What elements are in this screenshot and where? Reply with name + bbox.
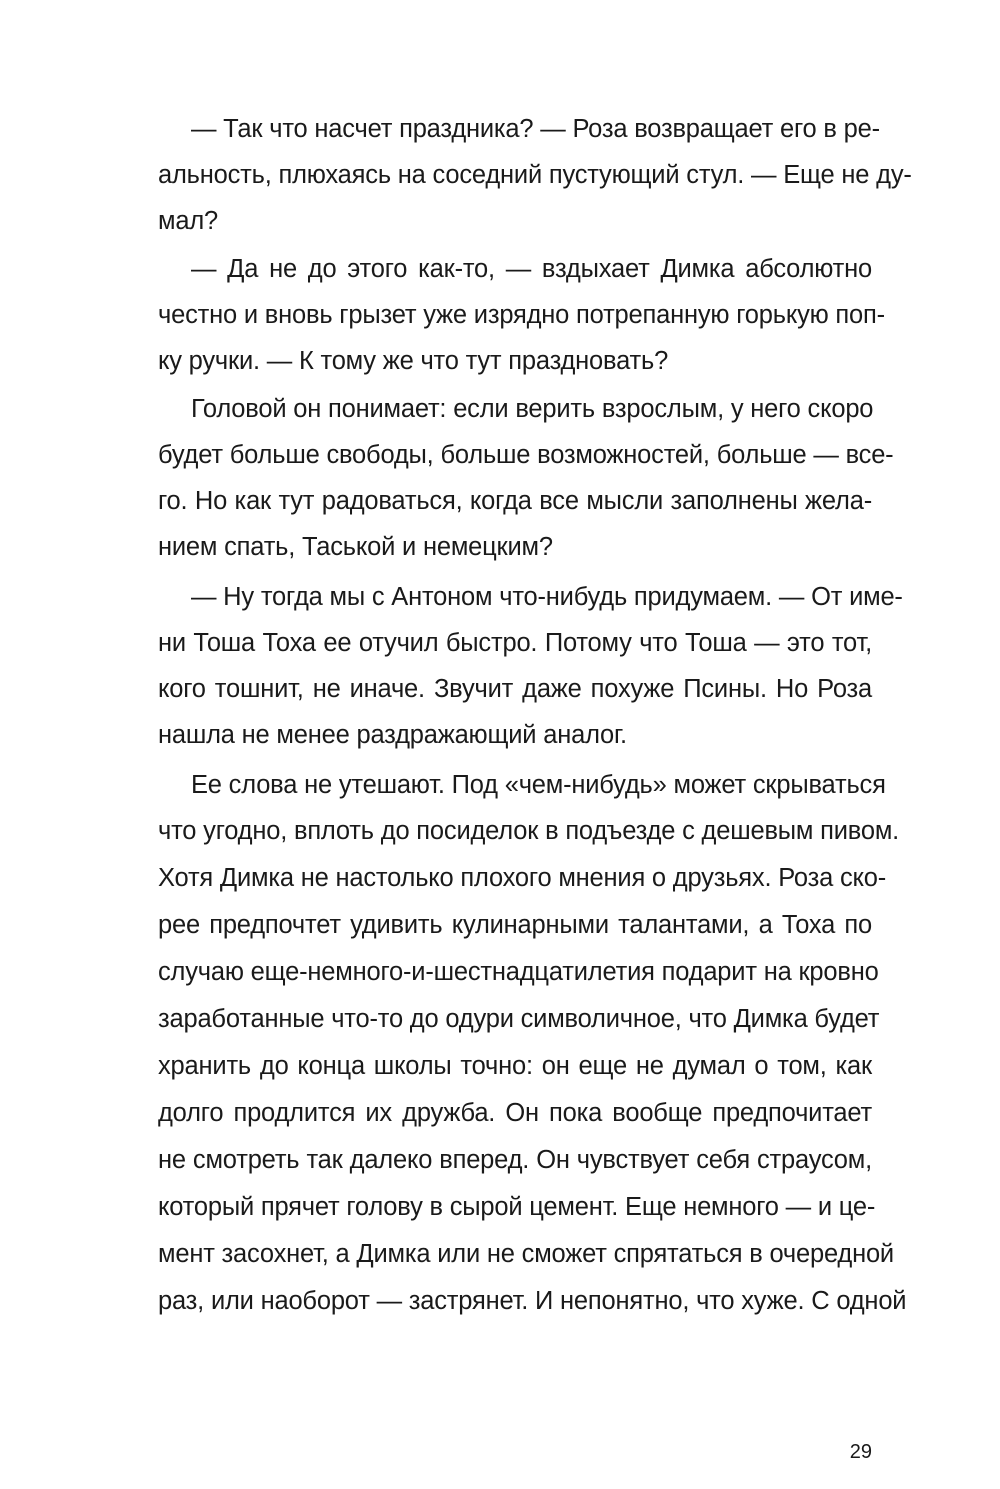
text-line: нашла не менее раздражающий аналог. [158, 721, 627, 749]
text-line: честно и вновь грызет уже изрядно потрепанную горькую поп- [158, 301, 885, 329]
text-line: го. Но как тут радоваться, когда все мысли заполнены жела- [158, 487, 872, 515]
text-line: хранить до конца школы точно: он еще не думал о том, как [158, 1052, 872, 1080]
text-line: — Да не до этого как-то, — вздыхает Димка абсолютно [191, 255, 872, 283]
text-line: Хотя Димка не настолько плохого мнения о друзьях. Роза ско- [158, 864, 887, 892]
text-line: случаю еще-немного-и-шестнадцатилетия подарит на кровно [158, 958, 879, 986]
text-line: мал? [158, 207, 218, 235]
text-line: кого тошнит, не иначе. Звучит даже похуже Псины. Но Роза [158, 675, 872, 703]
text-line: который прячет голову в сырой цемент. Еще немного — и це- [158, 1193, 876, 1221]
text-line: нием спать, Таськой и немецким? [158, 533, 553, 561]
text-line: долго продлится их дружба. Он пока вообще предпочитает [158, 1099, 872, 1127]
text-line: рее предпочтет удивить кулинарными талантами, а Тоха по [158, 911, 872, 939]
text-line: ку ручки. — К тому же что тут праздновать? [158, 347, 669, 375]
text-line: Ее слова не утешают. Под «чем-нибудь» может скрываться [191, 771, 886, 799]
text-line: раз, или наоборот — застрянет. И непонятно, что хуже. С одной [158, 1287, 907, 1315]
text-line: не смотреть так далеко вперед. Он чувствует себя страусом, [158, 1146, 872, 1174]
text-line: альность, плюхаясь на соседний пустующий стул. — Еще не ду- [158, 161, 912, 189]
text-line: что угодно, вплоть до посиделок в подъезде с дешевым пивом. [158, 817, 900, 845]
text-line: ни Тоша Тоха ее отучил быстро. Потому что Тоша — это тот, [158, 629, 872, 657]
text-line: будет больше свободы, больше возможностей, больше — все- [158, 441, 894, 469]
text-line: Головой он понимает: если верить взрослым, у него скоро [191, 395, 874, 423]
text-line: заработанные что-то до одури символичное, что Димка будет [158, 1005, 880, 1033]
text-line: мент засохнет, а Димка или не сможет спрятаться в очередной [158, 1240, 894, 1268]
page-number: 29 [849, 1441, 872, 1463]
text-line: — Ну тогда мы с Антоном что-нибудь придумаем. — От име- [191, 583, 903, 611]
text-line: — Так что насчет праздника? — Роза возвращает его в ре- [191, 115, 880, 143]
